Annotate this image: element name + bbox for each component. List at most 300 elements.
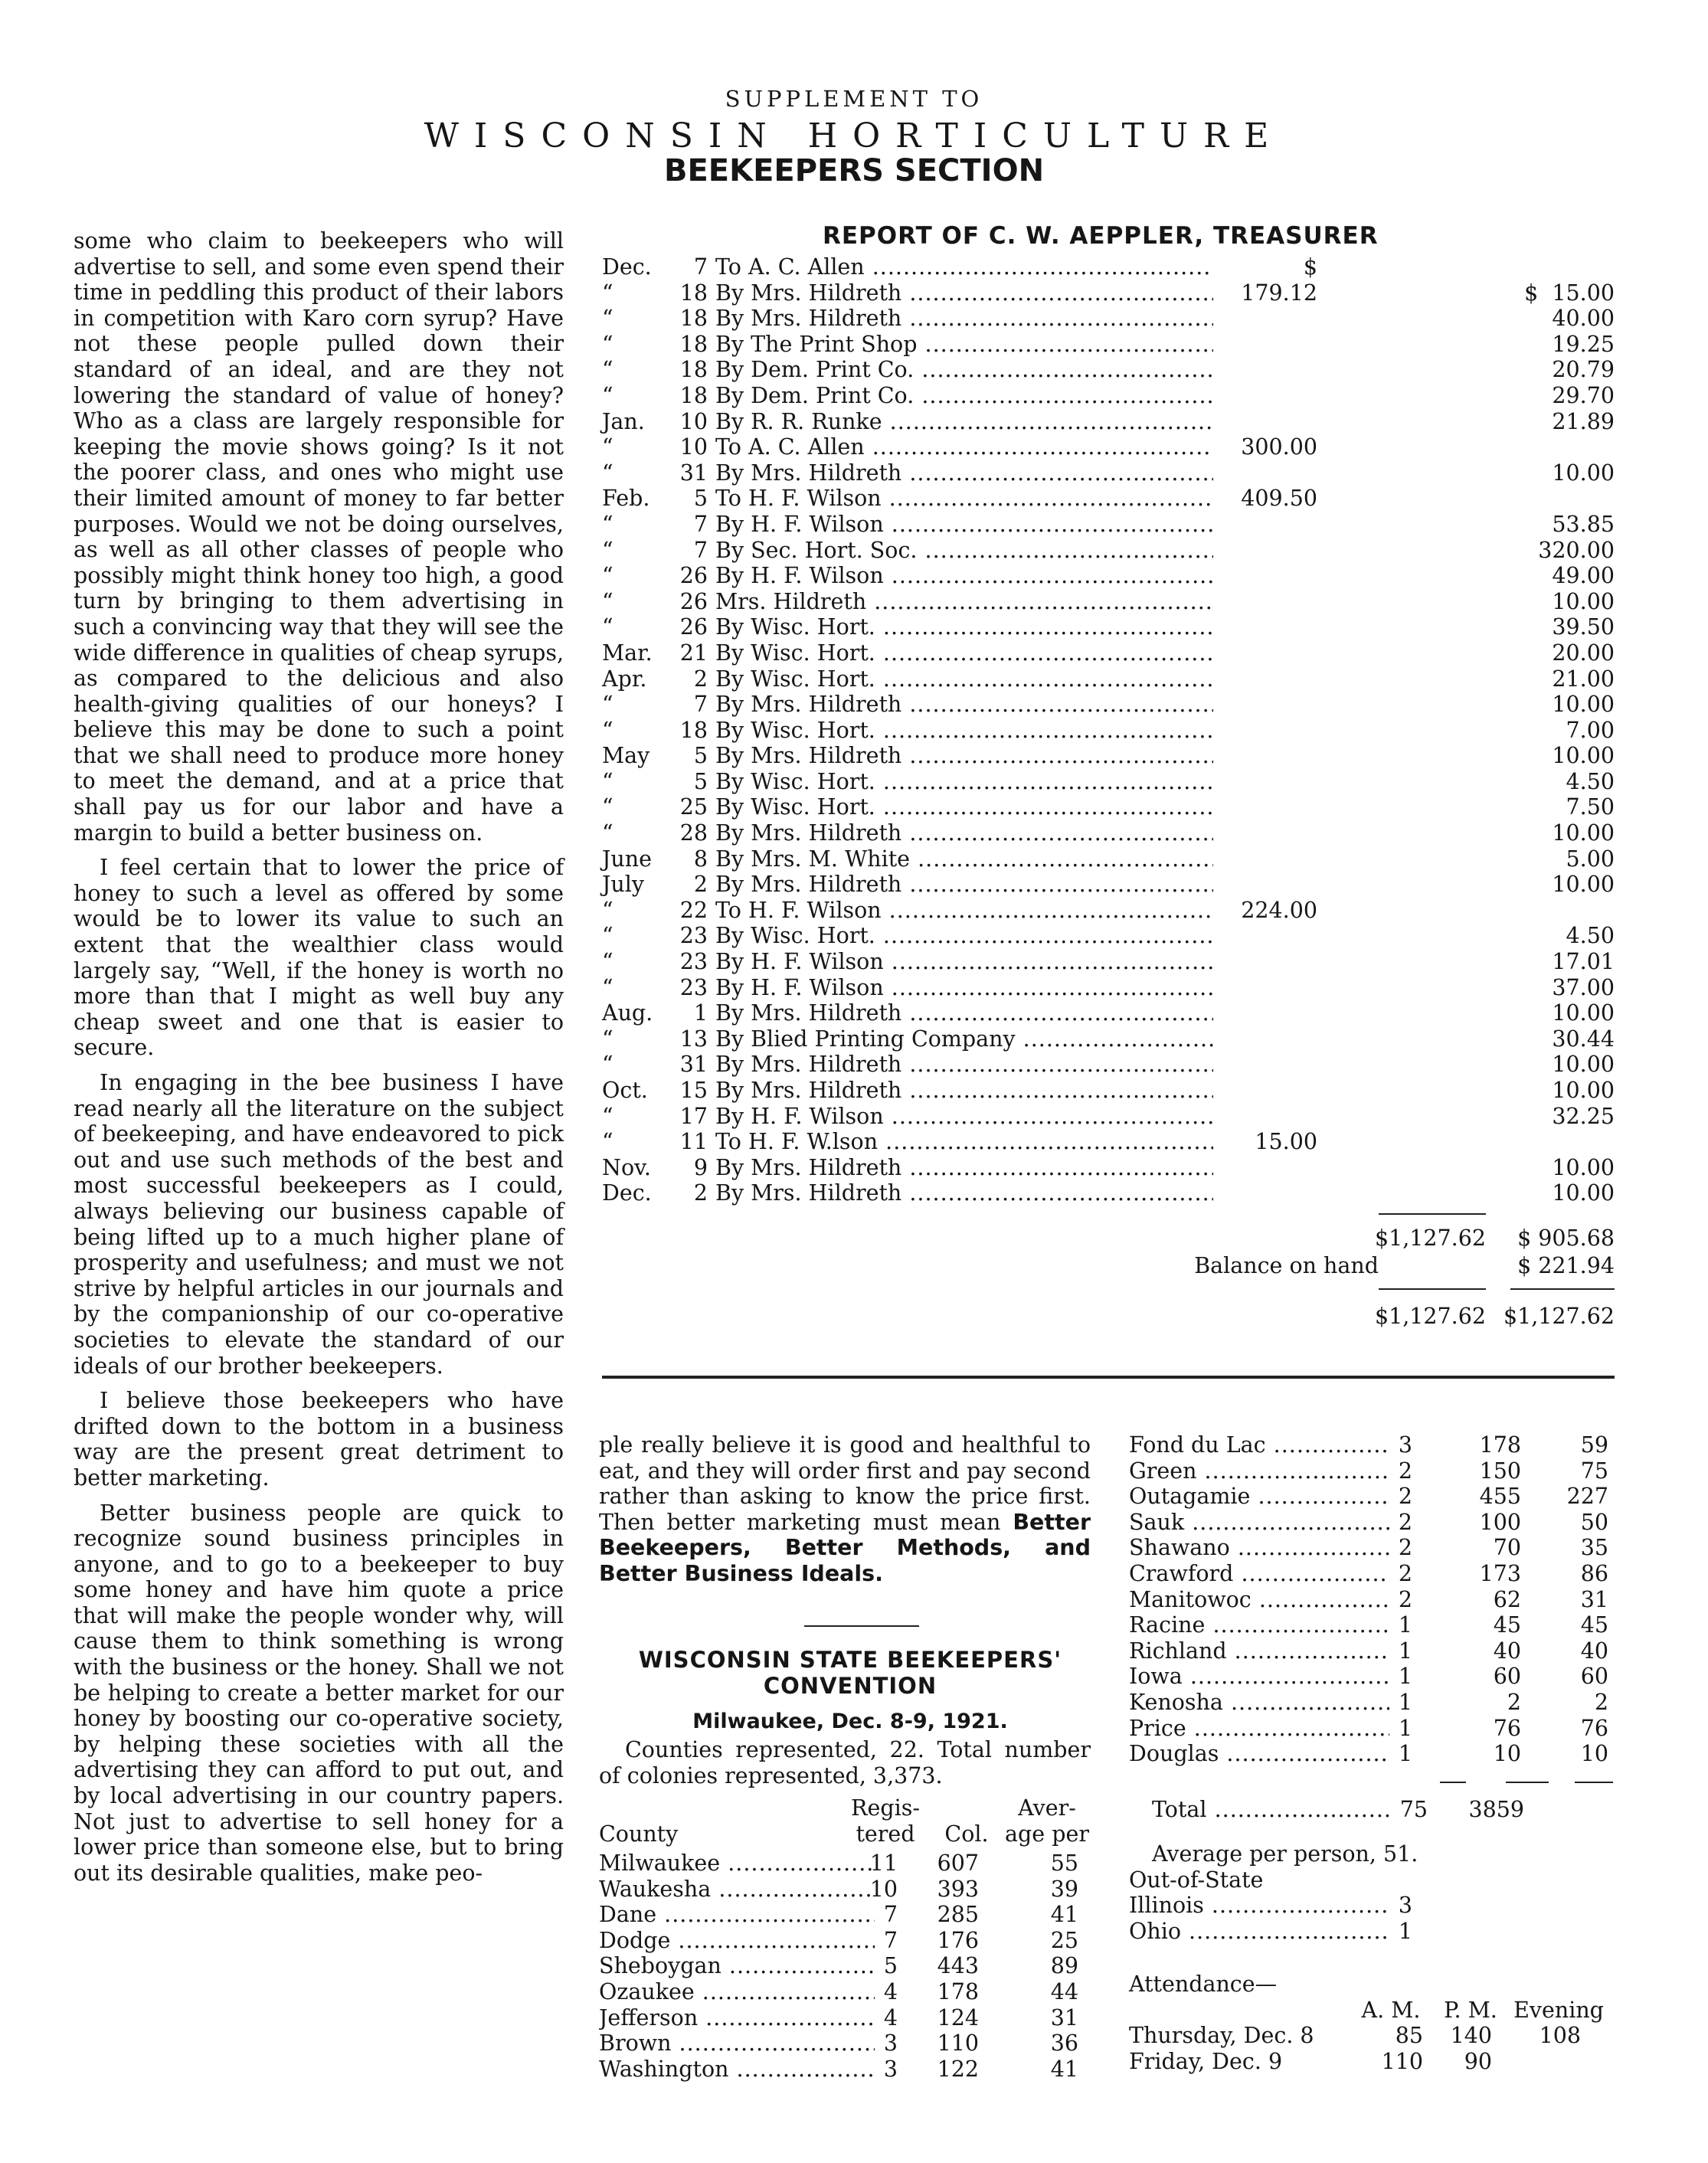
county-name: Dodge ..... [599, 1928, 875, 1954]
ledger-row [599, 743, 1625, 769]
ledger-month: “ [602, 280, 614, 306]
ledger-day: 10 [679, 434, 708, 460]
ledger-paid: 5.00 [1566, 846, 1615, 872]
county-row [1129, 1561, 1619, 1587]
ledger-day: 31 [679, 460, 708, 486]
ledger-row [599, 718, 1625, 744]
ledger-day: 18 [679, 280, 708, 306]
ledger-day: 7 [693, 511, 708, 537]
ledger-month: “ [602, 1026, 614, 1052]
county-row [1129, 1716, 1619, 1742]
county-table-right [1129, 1432, 1619, 1767]
county-name: Outagamie ..... [1129, 1484, 1389, 1510]
county-name: Jefferson ..... [599, 2005, 875, 2031]
attendance-am: 85 [1395, 2023, 1423, 2049]
ledger-description: To A. C. Allen ..... [715, 434, 1213, 460]
ledger-day: 23 [679, 974, 708, 1000]
county-registered: 2 [1398, 1458, 1412, 1484]
ledger-description: By Dem. Print Co. ..... [715, 357, 1213, 383]
ledger-day: 7 [693, 692, 708, 718]
county-average: 55 [1050, 1850, 1078, 1876]
article-paragraph: I feel certain that to lower the price of honey to such a level as offered by some would be to lower its value to such an extent that the wealthier class would largely say, “Well, if the honey is worth no more than that I might as well buy any cheap sweet and one that is easier to secure. [74, 855, 564, 1061]
section-divider [602, 1376, 1615, 1379]
out-of-state-label: Out-of-State [1129, 1867, 1264, 1893]
article-paragraph: Better business people are quick to recognize sound business principles in anyone, and to go to a beekeeper to buy some honey and have him quote a price that will make the people wonder why, will cause them to think something is wrong with the business or the honey. Shall we not be helping to create a better market for our honey by boosting our co-operative society, by helping these societies with all the advertising they can afford to put out, and by local advertising in our country papers. Not just to advertise to sell honey for a lower price than someone else, but to bring out its desirable qualities, make peo- [74, 1500, 564, 1886]
convention-place: Milwaukee, Dec. 8-9, 1921. [692, 1710, 1008, 1733]
county-registered: 2 [1398, 1509, 1412, 1535]
county-name: Douglas ..... [1129, 1741, 1389, 1767]
county-name: Waukesha ..... [599, 1877, 875, 1903]
county-registered: 1 [1398, 1715, 1412, 1741]
county-average: 10 [1580, 1741, 1608, 1767]
county-average: 59 [1580, 1432, 1608, 1458]
ledger-description: By Wisc. Hort. ..... [715, 614, 1213, 640]
county-registered: 4 [883, 1978, 898, 2004]
ledger-month: “ [602, 768, 614, 794]
ledger-month: Nov. [602, 1154, 651, 1180]
county-row [599, 1850, 1097, 1877]
ledger-day: 31 [679, 1052, 708, 1078]
ledger-month: May [602, 743, 650, 769]
ledger-day: 25 [679, 794, 708, 820]
ledger-row [599, 1026, 1625, 1052]
ledger-row [599, 692, 1625, 718]
ledger-row [599, 666, 1625, 692]
short-divider [804, 1625, 919, 1627]
county-registered: 5 [883, 1953, 898, 1979]
ledger-row [599, 794, 1625, 820]
ledger-description: By Mrs. Hildreth ..... [715, 1000, 1213, 1026]
ledger-description: By H. F. Wilson ..... [715, 975, 1213, 1001]
county-colonies: 150 [1479, 1458, 1521, 1484]
county-row [599, 1953, 1097, 1979]
ledger-month: “ [602, 588, 614, 614]
attendance-header-evening: Evening [1513, 1997, 1604, 2023]
county-name: Green ..... [1129, 1458, 1389, 1484]
county-registered: 2 [1398, 1560, 1412, 1586]
attendance-row [1129, 2049, 1619, 2075]
county-average: 40 [1580, 1638, 1608, 1664]
ledger-paid: 32.25 [1552, 1103, 1615, 1129]
ledger-month: “ [602, 794, 614, 820]
ledger-description: To H. F. Wilson ..... [715, 486, 1213, 512]
ledger-row [599, 1078, 1625, 1104]
ledger-month: June [602, 846, 653, 872]
county-name: Sauk ..... [1129, 1510, 1389, 1536]
ledger-description: Mrs. Hildreth ..... [715, 589, 1213, 615]
county-average: 44 [1050, 1978, 1078, 2004]
county-name: Ozaukee ..... [599, 1979, 875, 2005]
ledger-row [599, 1180, 1625, 1206]
ledger-day: 2 [693, 872, 708, 898]
ledger-description: By Wisc. Hort. ..... [715, 794, 1213, 820]
attendance-am: 110 [1381, 2048, 1423, 2074]
ledger-month: “ [602, 717, 614, 743]
ledger-day: 9 [693, 1154, 708, 1180]
ledger-received: 15.00 [1255, 1129, 1317, 1155]
county-row [1129, 1741, 1619, 1767]
ledger-paid: 19.25 [1552, 331, 1615, 357]
county-row [599, 1979, 1097, 2005]
out-of-state-rows [1129, 1893, 1619, 1944]
county-registered: 11 [869, 1850, 898, 1876]
county-registered: 1 [1398, 1741, 1412, 1767]
header-section-title: BEEKEEPERS SECTION [663, 153, 1045, 188]
county-registered: 1 [1398, 1612, 1412, 1638]
ledger-description: To H. F. Wilson ..... [715, 898, 1213, 924]
ledger-day: 28 [679, 820, 708, 846]
grand-total-received: $1,127.62 [1374, 1304, 1486, 1329]
ledger-month: Mar. [602, 640, 653, 666]
ledger-paid: 7.00 [1566, 717, 1615, 743]
ledger-row [599, 486, 1625, 512]
ledger-month: “ [602, 897, 614, 923]
ledger-row [599, 1052, 1625, 1078]
ledger-row [599, 1129, 1625, 1155]
header-colonies: Col. [944, 1821, 989, 1847]
ledger-paid: 20.00 [1552, 640, 1615, 666]
ledger-received: 300.00 [1241, 434, 1317, 460]
header-county: County [599, 1821, 679, 1847]
ledger-row [599, 383, 1625, 409]
ledger-description: By Sec. Hort. Soc. ..... [715, 538, 1213, 564]
county-row [599, 2030, 1097, 2057]
ledger-description: By H. F. Wilson ..... [715, 563, 1213, 589]
county-registered: 4 [883, 2004, 898, 2030]
county-colonies: 173 [1479, 1560, 1521, 1586]
county-name: Racine ..... [1129, 1612, 1389, 1638]
ledger-description: By Mrs. Hildreth ..... [715, 306, 1213, 332]
ledger-paid: 49.00 [1552, 563, 1615, 589]
ledger-description: By Mrs. M. White ..... [715, 846, 1213, 872]
county-row [1129, 1510, 1619, 1536]
county-registered: 10 [869, 1876, 898, 1902]
county-average: 45 [1580, 1612, 1608, 1638]
ledger-paid: 10.00 [1552, 743, 1615, 769]
ledger-row [599, 975, 1625, 1001]
ledger-day: 8 [693, 846, 708, 872]
ledger-description: By Blied Printing Company ..... [715, 1026, 1213, 1052]
county-name: Dane ..... [599, 1902, 875, 1928]
county-registered: 2 [1398, 1535, 1412, 1561]
ledger-description: By Mrs. Hildreth ..... [715, 460, 1213, 486]
ledger-description: By Mrs. Hildreth ..... [715, 743, 1213, 769]
right-total-rule-1 [1440, 1782, 1466, 1783]
ledger-paid: 29.70 [1552, 382, 1615, 408]
ledger-day: 26 [679, 614, 708, 640]
ledger-row [599, 280, 1625, 306]
county-name: Crawford ..... [1129, 1561, 1389, 1587]
ledger-row [599, 434, 1625, 460]
county-registered: 3 [1398, 1432, 1412, 1458]
header-average: Aver- age per [1005, 1795, 1089, 1847]
ledger-day: 2 [693, 1180, 708, 1206]
county-row [1129, 1638, 1619, 1664]
article-paragraph: some who claim to beekeepers who will advertise to sell, and some even spend their time in peddling this product of their labors in competition with Karo corn syrup? Have not these people pulled down their standard of an ideal, and are they not lowering the standard of value of honey? Who as a class are largely responsible for keeping the movie shows going? Is it not the poorer class, and ones who might use their limited amount of money to far better purposes. Would we not be doing ourselves, as well as all other classes of people who possibly might think honey too high, a good turn by bringing to them advertising in such a convincing way that they will see the wide difference in qualities of cheap syrups, as compared to the delicious and also health-giving qualities of our honeys? I believe this may be done to such a point that we shall need to produce more honey to meet the demand, and at a price that shall pay us for our labor and have a margin to build a better business on. [74, 228, 564, 846]
county-registered: 1 [1398, 1664, 1412, 1690]
county-name: Sheboygan ..... [599, 1953, 875, 1979]
county-average: 227 [1566, 1484, 1608, 1510]
ledger-day: 26 [679, 588, 708, 614]
attendance-pm: 140 [1450, 2023, 1492, 2049]
ledger-month: July [602, 872, 644, 898]
ledger-paid: 20.79 [1552, 357, 1615, 383]
county-colonies: 62 [1493, 1586, 1521, 1612]
county-table-header [599, 1795, 1097, 1849]
continuation-bold-text: Better Beekeepers, Better Methods, and Better Business Ideals. [599, 1509, 1091, 1586]
continuation-text: ple really believe it is good and healthful to eat, and they will order first and pay second rather than asking to know the price first. Then better marketing must mean [599, 1432, 1091, 1535]
county-row [1129, 1664, 1619, 1690]
county-registered: 1 [1398, 1689, 1412, 1715]
grand-total-rule-right [1510, 1288, 1615, 1290]
attendance-header-pm: P. M. [1444, 1997, 1497, 2023]
ledger-description: By Mrs. Hildreth ..... [715, 692, 1213, 718]
county-name: Washington ..... [599, 2057, 875, 2083]
ledger-paid: 10.00 [1552, 1078, 1615, 1103]
county-colonies: 110 [937, 2030, 979, 2057]
county-registered: 7 [883, 1927, 898, 1953]
ledger-row [599, 589, 1625, 615]
county-colonies: 2 [1507, 1689, 1521, 1715]
attendance-day: Thursday, Dec. 8 [1129, 2023, 1314, 2049]
ledger-row [599, 614, 1625, 640]
balance-label: Balance on hand [1194, 1253, 1379, 1278]
county-colonies: 455 [1479, 1484, 1521, 1510]
county-name: Richland ..... [1129, 1638, 1389, 1664]
ledger-month: Oct. [602, 1078, 648, 1103]
ledger-month: Jan. [602, 408, 645, 434]
ledger-paid: 320.00 [1538, 537, 1615, 563]
county-registered: 7 [883, 1902, 898, 1928]
ledger-month: “ [602, 563, 614, 589]
ledger-row [599, 1104, 1625, 1130]
state-registered: 1 [1398, 1918, 1412, 1944]
left-column-article [74, 228, 564, 1886]
ledger-description: By Wisc. Hort. ..... [715, 640, 1213, 666]
ledger-paid: 4.50 [1566, 768, 1615, 794]
ledger-description: By Mrs. Hildreth ..... [715, 820, 1213, 846]
ledger-paid: 10.00 [1552, 872, 1615, 898]
ledger-description: To A. C. Allen ..... [715, 254, 1213, 280]
county-name: Iowa ..... [1129, 1664, 1389, 1690]
article-paragraph: In engaging in the bee business I have read nearly all the literature on the subject of beekeeping, and have endeavored to pick out and use such methods of the best and most successful beekeepers as I could, always believing our business capable of being lifted up to a much higher plane of prosperity and usefulness; and must we not strive by helpful articles in our journals and by the companionship of our co-operative societies to elevate the standard of our ideals of our brother beekeepers. [74, 1070, 564, 1379]
county-average: 41 [1050, 1902, 1078, 1928]
ledger-month: Dec. [602, 254, 652, 280]
county-row [1129, 1690, 1619, 1716]
attendance-row [1129, 2023, 1619, 2049]
attendance-block [1129, 1972, 1619, 2074]
county-colonies: 443 [937, 1953, 979, 1979]
county-table-middle [599, 1850, 1097, 2082]
ledger-received: $ 179.12 [1241, 254, 1317, 306]
county-registered: 2 [1398, 1484, 1412, 1510]
ledger-description: By Wisc. Hort. ..... [715, 666, 1213, 692]
county-row [599, 1928, 1097, 1954]
ledger-description: By Wisc. Hort. ..... [715, 718, 1213, 744]
ledger-row [599, 563, 1625, 589]
county-average: 31 [1580, 1586, 1608, 1612]
ledger-month: Apr. [602, 666, 647, 692]
ledger-month: “ [602, 1103, 614, 1129]
convention-title: WISCONSIN STATE BEEKEEPERS' CONVENTION [638, 1647, 1062, 1699]
county-colonies: 40 [1493, 1638, 1521, 1664]
attendance-label: Attendance— [1129, 1972, 1278, 1997]
ledger-day: 7 [693, 537, 708, 563]
county-colonies: 124 [937, 2004, 979, 2030]
ledger-row [599, 949, 1625, 975]
county-colonies: 100 [1479, 1509, 1521, 1535]
header-magazine-title: WISCONSIN HORTICULTURE [424, 116, 1284, 155]
received-total-rule [1379, 1213, 1486, 1215]
header-supplement: SUPPLEMENT TO [725, 86, 983, 112]
ledger-description: By R. R. Runke ..... [715, 409, 1213, 435]
attendance-evening: 108 [1539, 2023, 1581, 2049]
county-average: 75 [1580, 1458, 1608, 1484]
ledger-row [599, 923, 1625, 949]
ledger-month: “ [602, 434, 614, 460]
ledger-row [599, 512, 1625, 538]
ledger-month: “ [602, 357, 614, 383]
county-colonies: 607 [937, 1850, 979, 1876]
ledger-day: 26 [679, 563, 708, 589]
ledger-row [599, 640, 1625, 666]
county-row [1129, 1587, 1619, 1613]
county-colonies: 10 [1493, 1741, 1521, 1767]
ledger-description: By H. F. Wilson ..... [715, 512, 1213, 538]
county-row [599, 1877, 1097, 1903]
county-row [1129, 1535, 1619, 1561]
ledger-day: 11 [679, 1129, 708, 1155]
ledger-month: “ [602, 331, 614, 357]
ledger-description: By The Print Shop ..... [715, 332, 1213, 358]
county-colonies: 285 [937, 1902, 979, 1928]
ledger-row [599, 769, 1625, 795]
ledger-day: 21 [679, 640, 708, 666]
ledger-description: To H. F. W.lson ..... [715, 1129, 1213, 1155]
ledger-month: “ [602, 974, 614, 1000]
ledger-description: By Mrs. Hildreth ..... [715, 1052, 1213, 1078]
ledger-paid: 10.00 [1552, 460, 1615, 486]
ledger-row [599, 846, 1625, 872]
county-colonies: 178 [937, 1978, 979, 2004]
county-average: 36 [1050, 2030, 1078, 2057]
county-colonies: 178 [1479, 1432, 1521, 1458]
ledger-paid: 10.00 [1552, 1154, 1615, 1180]
ledger-description: By Mrs. Hildreth ..... [715, 872, 1213, 898]
ledger-description: By Mrs. Hildreth ..... [715, 1180, 1213, 1206]
ledger-paid: 17.01 [1552, 949, 1615, 975]
ledger-month: Aug. [602, 1000, 653, 1026]
grand-total-rule-left [1379, 1288, 1486, 1290]
ledger-day: 23 [679, 923, 708, 949]
county-row [1129, 1484, 1619, 1510]
ledger-day: 7 [693, 254, 708, 280]
ledger-day: 18 [679, 306, 708, 332]
treasurer-ledger [599, 254, 1625, 1206]
ledger-row [599, 820, 1625, 846]
ledger-description: By Dem. Print Co. ..... [715, 383, 1213, 409]
ledger-month: “ [602, 460, 614, 486]
county-registered: 3 [883, 2030, 898, 2057]
ledger-month: “ [602, 1129, 614, 1155]
ledger-month: “ [602, 820, 614, 846]
ledger-paid: 39.50 [1552, 614, 1615, 640]
ledger-description: By Wisc. Hort. ..... [715, 923, 1213, 949]
ledger-paid: 53.85 [1552, 511, 1615, 537]
county-average: 2 [1594, 1689, 1608, 1715]
ledger-description: By H. F. Wilson ..... [715, 949, 1213, 975]
ledger-row [599, 332, 1625, 358]
county-row [1129, 1458, 1619, 1484]
county-colonies: 393 [937, 1876, 979, 1902]
ledger-day: 2 [693, 666, 708, 692]
article-paragraph: I believe those beekeepers who have drifted down to the bottom in a business way are the present great detriment to better marketing. [74, 1388, 564, 1491]
ledger-month: “ [602, 511, 614, 537]
ledger-day: 17 [679, 1103, 708, 1129]
county-registered: 1 [1398, 1638, 1412, 1664]
ledger-received: 409.50 [1241, 486, 1317, 512]
ledger-month: “ [602, 949, 614, 975]
right-total-rule-2 [1506, 1782, 1549, 1783]
county-row [599, 2057, 1097, 2083]
county-average: 76 [1580, 1715, 1608, 1741]
balance-value: $ 221.94 [1517, 1253, 1615, 1278]
ledger-row [599, 872, 1625, 898]
county-average: 50 [1580, 1509, 1608, 1535]
county-name: Milwaukee ..... [599, 1850, 875, 1877]
attendance-rows [1129, 2023, 1619, 2074]
county-average: 41 [1050, 2056, 1078, 2082]
county-name: Fond du Lac ..... [1129, 1432, 1389, 1458]
county-average: 25 [1050, 1927, 1078, 1953]
total-registered: 75 [1399, 1797, 1428, 1822]
attendance-day: Friday, Dec. 9 [1129, 2048, 1283, 2074]
total-colonies: 3859 [1468, 1797, 1524, 1822]
ledger-paid: 21.00 [1552, 666, 1615, 692]
ledger-month: Dec. [602, 1180, 652, 1206]
ledger-month: “ [602, 537, 614, 563]
ledger-paid: 10.00 [1552, 692, 1615, 718]
county-average: 39 [1050, 1876, 1078, 1902]
ledger-day: 15 [679, 1078, 708, 1103]
counties-summary: Counties represented, 22. Total number of colonies represented, 3,373. [599, 1737, 1091, 1788]
ledger-paid: 40.00 [1552, 306, 1615, 332]
ledger-day: 18 [679, 331, 708, 357]
ledger-row [599, 357, 1625, 383]
state-name: Ohio ..... [1129, 1919, 1389, 1945]
county-name: Manitowoc ..... [1129, 1587, 1389, 1613]
county-name: Brown ..... [599, 2030, 875, 2057]
ledger-paid: 10.00 [1552, 588, 1615, 614]
ledger-description: By Wisc. Hort. ..... [715, 769, 1213, 795]
grand-total-paid: $1,127.62 [1503, 1304, 1615, 1329]
average-per-person: Average per person, 51. [1152, 1841, 1418, 1867]
ledger-paid: 7.50 [1566, 794, 1615, 820]
ledger-description: By Mrs. Hildreth ..... [715, 280, 1213, 306]
header-registered: Regis- tered [851, 1795, 920, 1847]
county-registered: 2 [1398, 1586, 1412, 1612]
ledger-month: “ [602, 382, 614, 408]
treasurer-report-title: REPORT OF C. W. AEPPLER, TREASURER [823, 222, 1379, 250]
total-paid: $ 905.68 [1517, 1225, 1615, 1251]
county-average: 31 [1050, 2004, 1078, 2030]
ledger-paid: 10.00 [1552, 1000, 1615, 1026]
county-colonies: 122 [937, 2056, 979, 2082]
county-colonies: 176 [937, 1927, 979, 1953]
ledger-paid: 4.50 [1566, 923, 1615, 949]
ledger-paid: 10.00 [1552, 820, 1615, 846]
ledger-day: 5 [693, 768, 708, 794]
